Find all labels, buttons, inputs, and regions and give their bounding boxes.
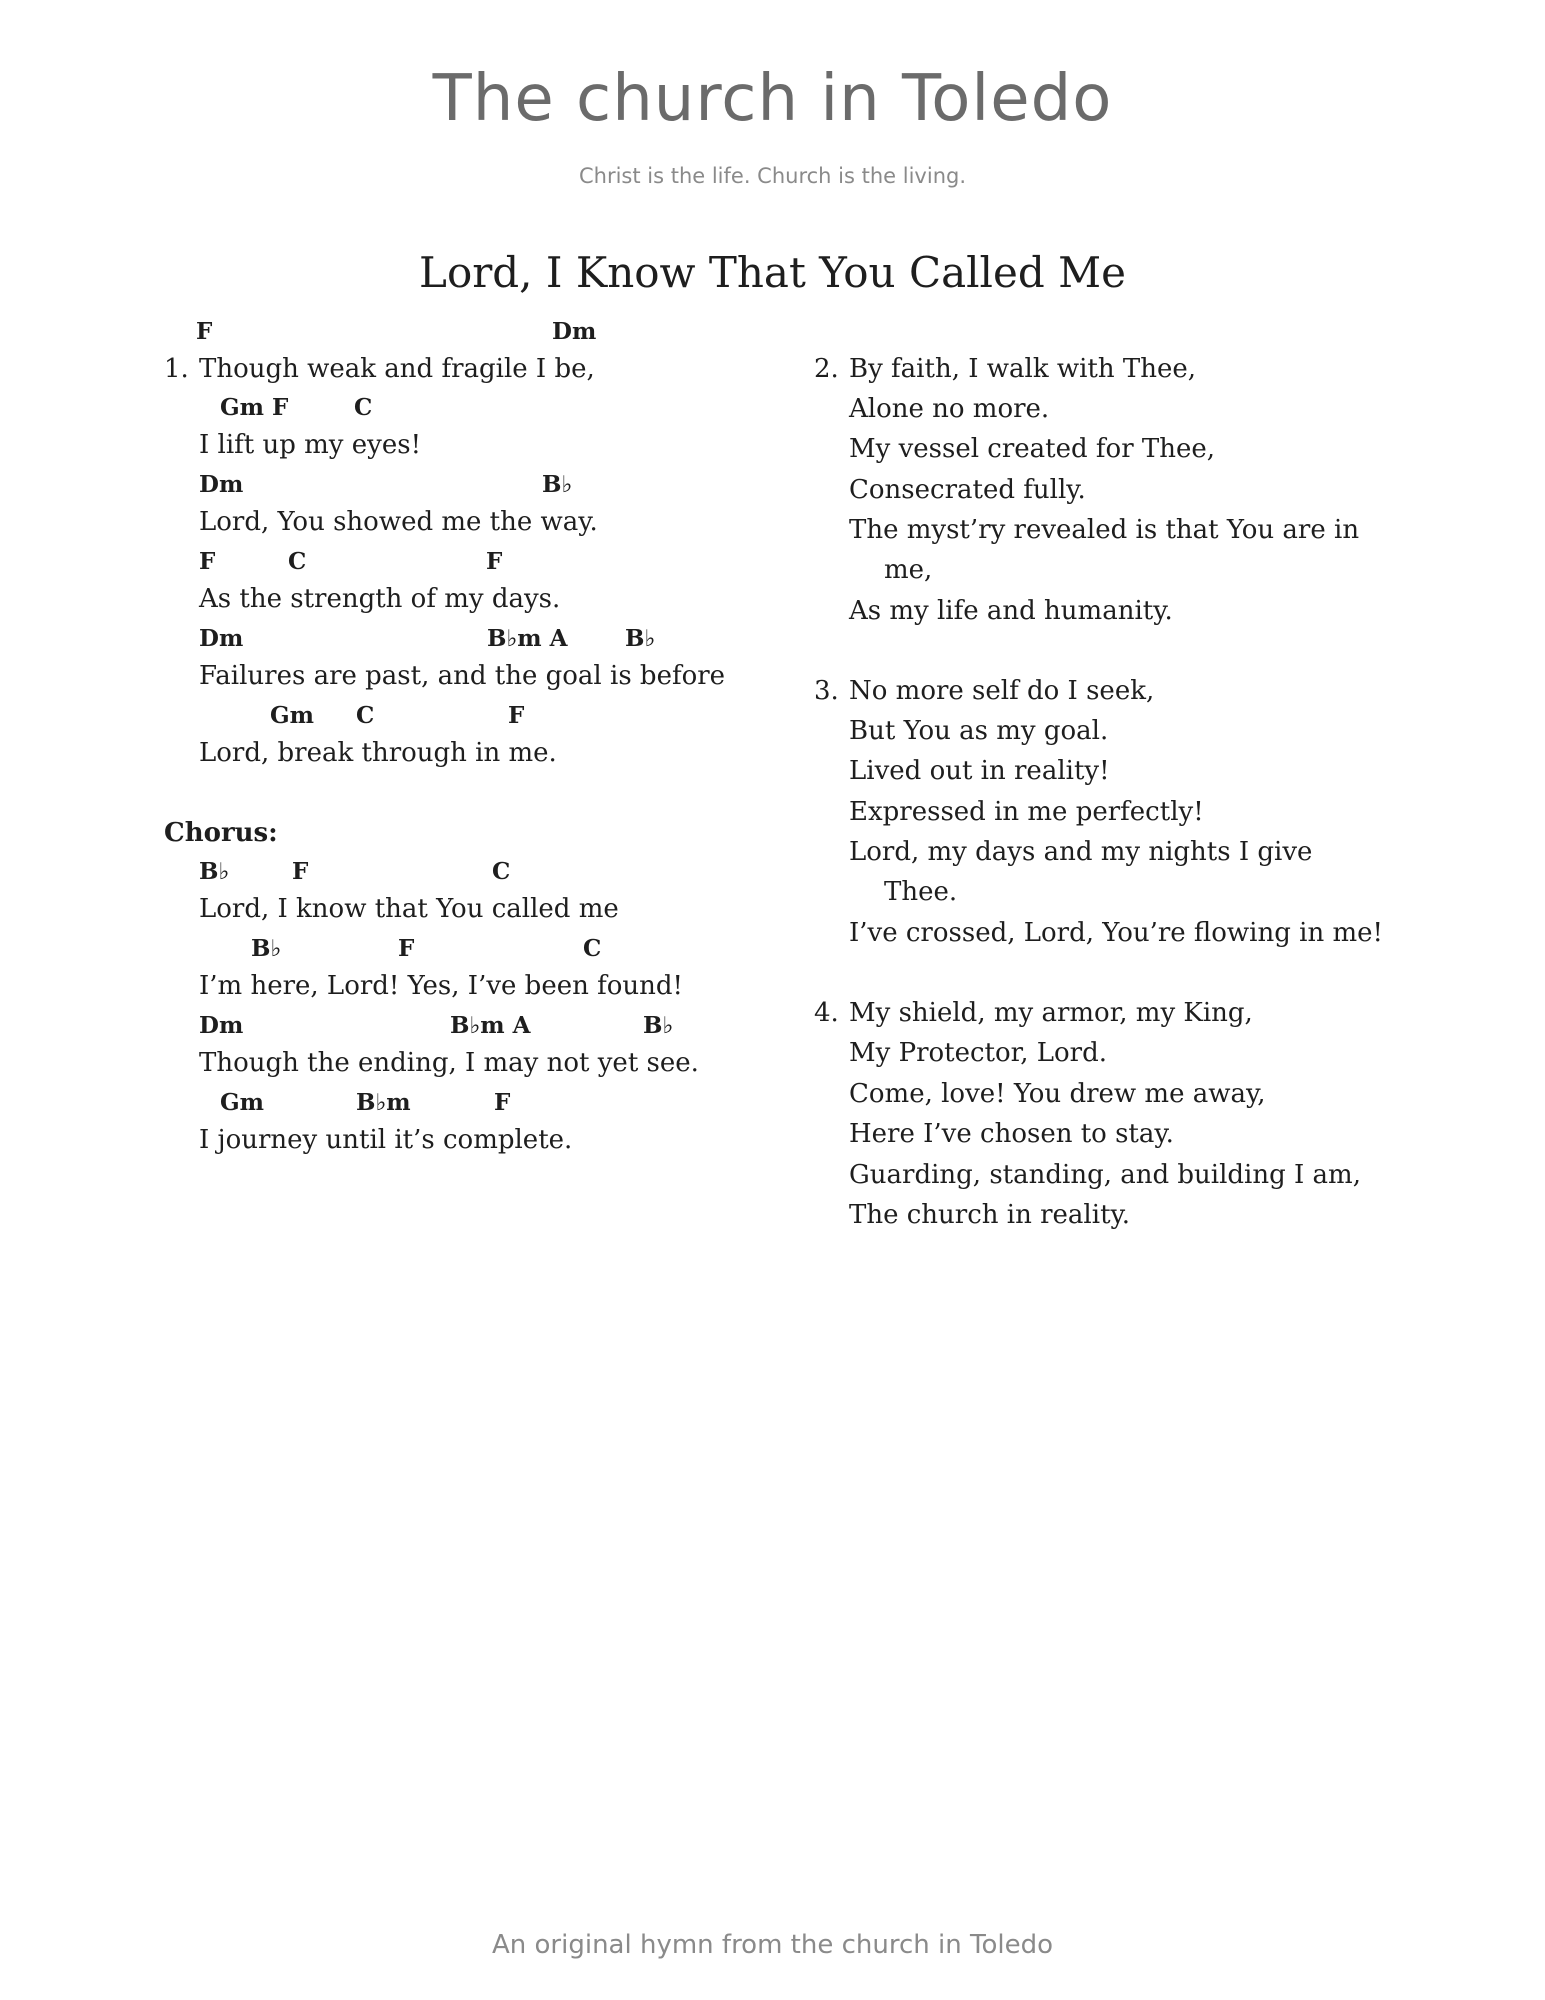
song-title: Lord, I Know That You Called Me: [419, 248, 1126, 297]
lyric-line: Thee.: [884, 877, 958, 907]
lyric-line: I lift up my eyes!: [199, 430, 422, 460]
lyric-line: me,: [884, 555, 933, 585]
lyric-line: No more self do I seek,: [849, 676, 1155, 706]
lyric-line: My Protector, Lord.: [849, 1038, 1108, 1068]
lyric-line: As the strength of my days.: [199, 584, 561, 614]
chord: Gm: [270, 702, 314, 729]
chord: F: [486, 548, 503, 575]
chord: C: [356, 702, 375, 729]
footer-note: An original hymn from the church in Toledo: [492, 1930, 1053, 1960]
chord: F: [398, 935, 415, 962]
lyric-line: Lord, break through in me.: [199, 738, 557, 768]
lyric-line: The myst’ry revealed is that You are in: [849, 515, 1360, 545]
lyric-line: Lord, You showed me the way.: [199, 507, 598, 537]
chord: B♭m A: [487, 625, 568, 652]
lyric-line: I journey until it’s complete.: [199, 1125, 573, 1155]
lyric-line: Though weak and fragile I be,: [199, 354, 595, 384]
verse-number: 3.: [814, 676, 839, 706]
lyric-line: Failures are past, and the goal is before: [199, 661, 726, 691]
chord: B♭m A: [450, 1012, 531, 1039]
chord: Dm: [199, 625, 244, 652]
chord: C: [492, 858, 511, 885]
chord: B♭: [625, 625, 656, 652]
lyric-line: Alone no more.: [849, 394, 1050, 424]
lyric-line: The church in reality.: [849, 1200, 1131, 1230]
lyric-line: By faith, I walk with Thee,: [849, 354, 1197, 384]
site-title: The church in Toledo: [432, 62, 1113, 136]
lyric-line: Expressed in me perfectly!: [849, 797, 1204, 827]
chord: B♭m: [356, 1089, 411, 1116]
lyric-line: Consecrated fully.: [849, 475, 1086, 505]
chord: F: [199, 548, 216, 575]
tagline: Christ is the life. Church is the living.: [578, 164, 967, 188]
chord: Gm: [220, 1089, 264, 1116]
chord: B♭: [542, 471, 573, 498]
chord: C: [583, 935, 602, 962]
lyric-line: Guarding, standing, and building I am,: [849, 1160, 1361, 1190]
verse-number: 2.: [814, 354, 839, 384]
chord: B♭: [643, 1012, 674, 1039]
lyric-line: Lord, my days and my nights I give: [849, 837, 1313, 867]
chord: B♭: [251, 935, 282, 962]
lyric-line: I’m here, Lord! Yes, I’ve been found!: [199, 971, 683, 1001]
chord: F: [494, 1089, 511, 1116]
chord: Dm: [552, 318, 597, 345]
chord: C: [354, 394, 373, 421]
lyric-line: Though the ending, I may not yet see.: [199, 1048, 699, 1078]
lyric-line: My shield, my armor, my King,: [849, 998, 1253, 1028]
chord: Dm: [199, 471, 244, 498]
chord: Gm F: [220, 394, 289, 421]
chord: C: [288, 548, 307, 575]
chord: Dm: [199, 1012, 244, 1039]
lyric-line: I’ve crossed, Lord, You’re flowing in me!: [849, 918, 1383, 948]
verse-number: 4.: [814, 998, 839, 1028]
chord: B♭: [199, 858, 230, 885]
chorus-label: Chorus:: [164, 818, 278, 848]
chord: F: [292, 858, 309, 885]
lyric-line: Lived out in reality!: [849, 756, 1110, 786]
lyric-line: But You as my goal.: [849, 716, 1109, 746]
verse-number: 1.: [164, 354, 189, 384]
chord: F: [196, 318, 213, 345]
lyric-line: As my life and humanity.: [849, 596, 1173, 626]
lyric-line: Come, love! You drew me away,: [849, 1079, 1266, 1109]
lyric-line: Here I’ve chosen to stay.: [849, 1119, 1174, 1149]
chord: F: [508, 702, 525, 729]
lyric-line: Lord, I know that You called me: [199, 894, 619, 924]
lyric-line: My vessel created for Thee,: [849, 434, 1216, 464]
